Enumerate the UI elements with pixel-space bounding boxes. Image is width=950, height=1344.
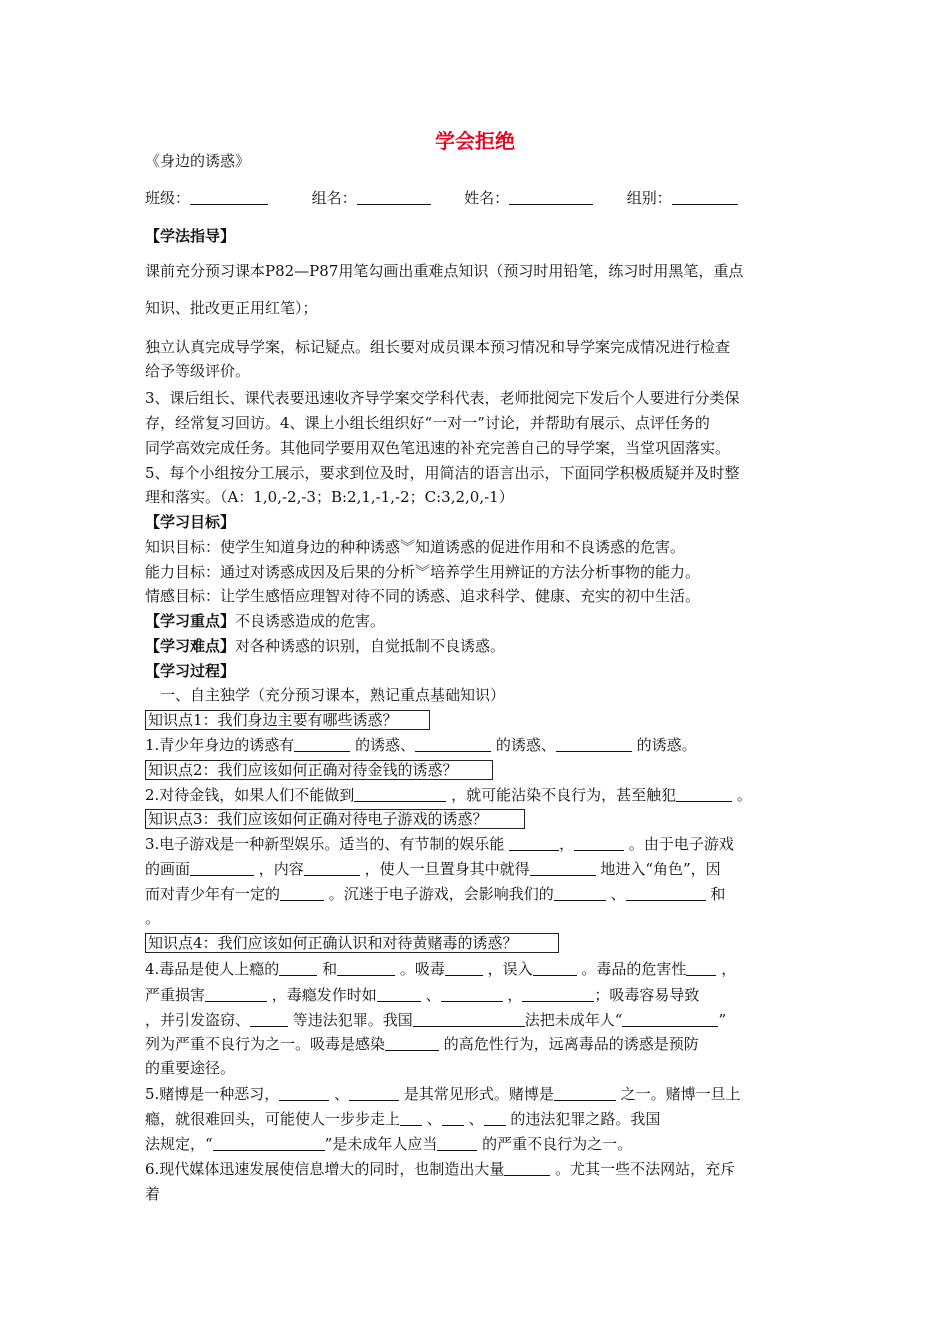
blank[interactable] bbox=[280, 885, 324, 901]
blank[interactable] bbox=[294, 736, 350, 752]
blank[interactable] bbox=[622, 1011, 718, 1027]
guide-line-7: 同学高效完成任务。其他同学要用双色笔迅速的补充完善自己的导学案，当堂巩固落实。 bbox=[145, 439, 731, 457]
guide-line-3: 独立认真完成导学案，标记疑点。组长要对成员课本预习情况和导学案完成情况进行检查 bbox=[145, 338, 731, 356]
blank[interactable] bbox=[442, 1110, 464, 1126]
self-study-heading: 一、自主独学（充分预习课本，熟记重点基础知识） bbox=[160, 686, 506, 704]
subtitle: 《身边的诱惑》 bbox=[145, 152, 251, 170]
blank[interactable] bbox=[349, 1085, 399, 1101]
question-4-line-1: 4.毒品是使人上瘾的 和 。吸毒 ，误入 。毒品的危害性 ， bbox=[145, 960, 737, 978]
question-5-line-3: 法规定，“ ”是未成年人应当 的严重不良行为之一。 bbox=[145, 1135, 633, 1153]
blank[interactable] bbox=[354, 786, 446, 802]
group-name-label: 组名： bbox=[311, 189, 357, 207]
question-4-line-4: 列为严重不良行为之一。吸毒是感染 的高危性行为，远离毒品的诱惑是预防 bbox=[145, 1035, 699, 1053]
guide-line-8: 5、每个小组按分工展示，要求到位及时，用简洁的语言出示，下面同学积极质疑并及时整 bbox=[145, 464, 740, 482]
page-title: 学会拒绝 bbox=[435, 129, 515, 153]
question-5-line-1: 5.赌博是一种恶习， 、 是其常见形式。赌博是 之一。赌博一旦上 bbox=[145, 1085, 741, 1103]
blank[interactable] bbox=[574, 835, 624, 851]
blank[interactable] bbox=[556, 736, 632, 752]
blank[interactable] bbox=[385, 1035, 439, 1051]
question-3-line-1: 3.电子游戏是一种新型娱乐。适当的、有节制的娱乐能 ， 。由于电子游戏 bbox=[145, 835, 734, 853]
guide-line-1: 课前充分预习课本P82—P87用笔勾画出重难点知识（预习时用铅笔，练习时用黑笔，重点 bbox=[145, 262, 744, 280]
goal-knowledge: 知识目标：使学生知道身边的种种诱惑︾知道诱惑的促进作用和不良诱惑的危害。 bbox=[145, 538, 686, 556]
question-3-line-3: 而对青少年有一定的 。沉迷于电子游戏，会影响我们的 、 和 bbox=[145, 885, 726, 903]
knowledge-point-4: 知识点4：我们应该如何正确认识和对待黄赌毒的诱惑？ bbox=[145, 933, 559, 953]
student-info-row bbox=[145, 188, 738, 208]
difficulty-text: 对各种诱惑的识别，自觉抵制不良诱惑。 bbox=[235, 637, 506, 655]
group-type-field[interactable] bbox=[672, 189, 738, 205]
goal-emotion: 情感目标：让学生感悟应理智对待不同的诱惑、追求科学、健康、充实的初中生活。 bbox=[145, 587, 701, 605]
key-point-row bbox=[145, 611, 385, 631]
blank[interactable] bbox=[554, 1085, 616, 1101]
guide-line-2: 知识、批改更正用红笔）； bbox=[145, 299, 318, 317]
blank[interactable] bbox=[626, 885, 706, 901]
blank[interactable] bbox=[437, 1135, 477, 1151]
class-label: 班级： bbox=[145, 189, 191, 207]
blank[interactable] bbox=[686, 960, 716, 976]
blank[interactable] bbox=[504, 1160, 550, 1176]
knowledge-point-3: 知识点3：我们应该如何正确对待电子游戏的诱惑？ bbox=[145, 809, 525, 829]
blank[interactable] bbox=[250, 1011, 288, 1027]
blank[interactable] bbox=[190, 860, 254, 876]
blank[interactable] bbox=[509, 835, 559, 851]
guide-line-4: 给予等级评价。 bbox=[145, 362, 251, 380]
blank[interactable] bbox=[533, 960, 577, 976]
group-type-label: 组别： bbox=[626, 189, 672, 207]
class-field[interactable] bbox=[190, 189, 268, 205]
blank[interactable] bbox=[441, 986, 503, 1002]
goal-ability: 能力目标：通过对诱惑成因及后果的分析︾培养学生用辨证的方法分析事物的能力。 bbox=[145, 563, 701, 581]
blank[interactable] bbox=[415, 736, 491, 752]
question-5-line-2: 瘾，就很难回头，可能使人一步步走上 、 、 的违法犯罪之路。我国 bbox=[145, 1110, 661, 1128]
question-6-line-2: 着 bbox=[145, 1185, 161, 1203]
knowledge-point-2: 知识点2：我们应该如何正确对待金钱的诱惑？ bbox=[145, 760, 493, 780]
blank[interactable] bbox=[279, 960, 317, 976]
blank[interactable] bbox=[484, 1110, 506, 1126]
blank[interactable] bbox=[413, 1011, 525, 1027]
question-6-line-1: 6.现代媒体迅速发展使信息增大的同时，也制造出大量 。尤其一些不法网站，充斥 bbox=[145, 1160, 736, 1178]
blank[interactable] bbox=[554, 885, 606, 901]
section-process-heading: 【学习过程】 bbox=[145, 662, 236, 680]
question-2: 2.对待金钱，如果人们不能做到 ，就可能沾染不良行为，甚至触犯 。 bbox=[145, 786, 752, 804]
difficulty-label: 【学习难点】 bbox=[145, 637, 236, 655]
name-label: 姓名： bbox=[464, 189, 510, 207]
name-field[interactable] bbox=[509, 189, 593, 205]
blank[interactable] bbox=[304, 860, 360, 876]
section-goals-heading: 【学习目标】 bbox=[145, 513, 236, 531]
blank[interactable] bbox=[213, 1135, 325, 1151]
group-name-field[interactable] bbox=[357, 189, 431, 205]
blank[interactable] bbox=[445, 960, 483, 976]
blank[interactable] bbox=[337, 960, 395, 976]
question-4-line-5: 的重要途径。 bbox=[145, 1059, 236, 1077]
knowledge-point-1: 知识点1：我们身边主要有哪些诱惑？ bbox=[145, 710, 430, 730]
guide-line-6: 存，经常复习回访。4、课上小组长组织好“一对一”讨论，并帮助有展示、点评任务的 bbox=[145, 414, 710, 432]
blank[interactable] bbox=[522, 986, 594, 1002]
blank[interactable] bbox=[377, 986, 421, 1002]
question-3-line-2: 的画面 ，内容 ，使人一旦置身其中就得 地进入“角色”，因 bbox=[145, 860, 721, 878]
question-3-line-4: 。 bbox=[145, 909, 161, 927]
blank[interactable] bbox=[279, 1085, 329, 1101]
section-guide-heading: 【学法指导】 bbox=[145, 227, 236, 245]
guide-line-9: 理和落实。（A：1,0,-2,-3；B:2,1,-1,-2；C:3,2,0,-1） bbox=[145, 488, 514, 506]
blank[interactable] bbox=[676, 786, 732, 802]
blank[interactable] bbox=[530, 860, 596, 876]
blank[interactable] bbox=[400, 1110, 422, 1126]
question-4-line-3: ，并引发盗窃、 等违法犯罪。我国 法把未成年人“ ” bbox=[145, 1011, 727, 1029]
key-point-label: 【学习重点】 bbox=[145, 612, 236, 630]
blank[interactable] bbox=[205, 986, 267, 1002]
key-point-text: 不良诱惑造成的危害。 bbox=[235, 612, 386, 630]
difficulty-row bbox=[145, 636, 505, 656]
question-1: 1.青少年身边的诱惑有 的诱惑、 的诱惑、 的诱惑。 bbox=[145, 736, 697, 754]
guide-line-5: 3、课后组长、课代表要迅速收齐导学案交学科代表，老师批阅完下发后个人要进行分类保 bbox=[145, 389, 740, 407]
question-4-line-2: 严重损害 ，毒瘾发作时如 、 ， ；吸毒容易导致 bbox=[145, 986, 700, 1004]
